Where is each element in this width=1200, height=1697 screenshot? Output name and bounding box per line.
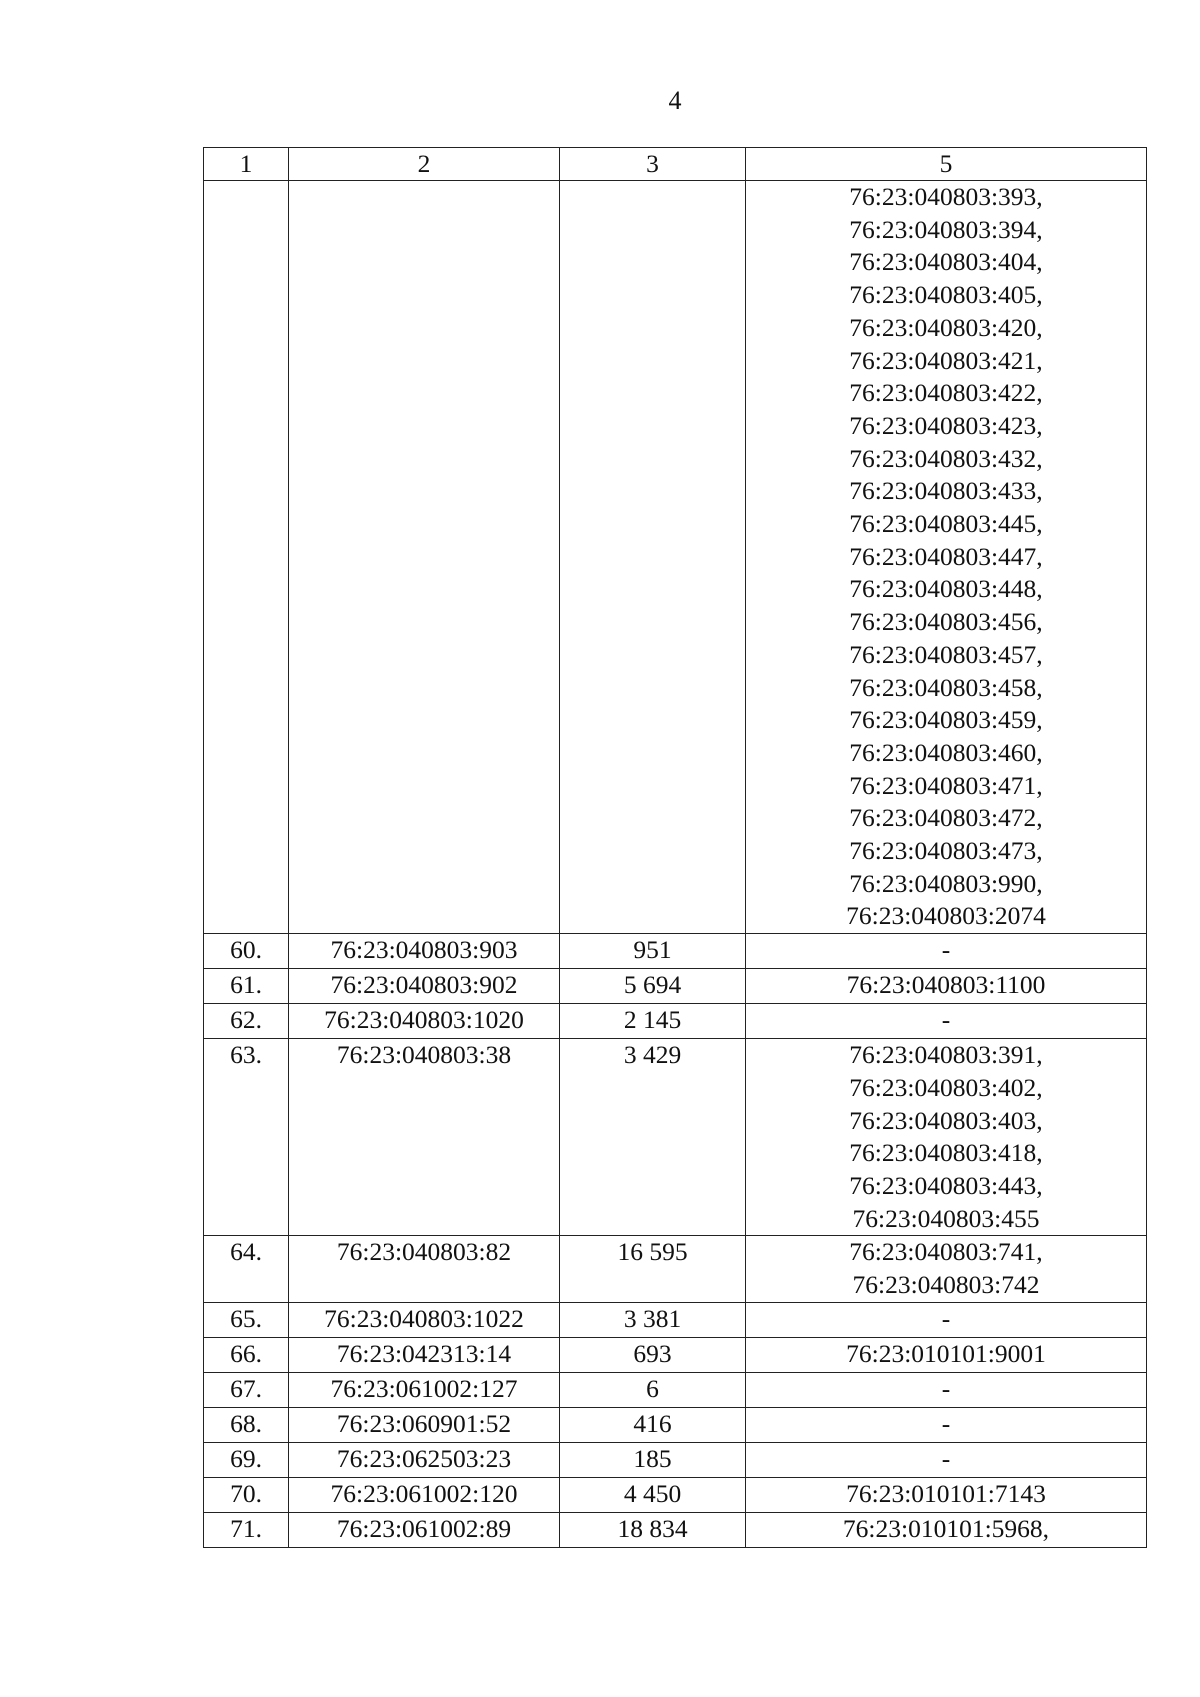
area-cell: 16 595	[560, 1236, 746, 1302]
related-parcel-number: 76:23:040803:473,	[849, 836, 1043, 866]
area-cell: 2 145	[560, 1004, 746, 1039]
related-parcel-number: 76:23:040803:394,	[849, 214, 1043, 244]
header-row	[204, 148, 1147, 181]
table-row	[204, 1477, 1147, 1512]
related-parcel-number: 76:23:040803:448,	[849, 574, 1043, 604]
related-parcel-number: 76:23:040803:457,	[849, 639, 1043, 669]
related-parcel-number: 76:23:040803:393,	[849, 182, 1043, 211]
row-number-cell: 62.	[204, 1004, 289, 1039]
header-col-2: 2	[289, 148, 560, 181]
related-parcel-number: 76:23:040803:456,	[849, 607, 1043, 637]
table-body	[204, 181, 1147, 1548]
related-parcel-number: 76:23:010101:5968,	[842, 1513, 1050, 1543]
row-number-cell: 70.	[204, 1477, 289, 1512]
area-cell: 3 381	[560, 1302, 746, 1337]
row-number-cell: 60.	[204, 934, 289, 969]
related-parcel-number: -	[941, 1005, 951, 1035]
row-number-cell: 69.	[204, 1442, 289, 1477]
related-parcels-cell	[746, 969, 1147, 1004]
table-row	[204, 934, 1147, 969]
related-parcel-number: 76:23:040803:421,	[849, 345, 1043, 375]
cadastral-number-cell	[289, 181, 560, 934]
area-cell: 3 429	[560, 1039, 746, 1236]
area-cell	[560, 181, 746, 934]
related-parcel-number: 76:23:040803:423,	[849, 410, 1043, 440]
header-col-1: 1	[204, 148, 289, 181]
parcel-table	[203, 147, 1147, 1548]
related-parcels-cell	[746, 181, 1147, 934]
related-parcel-number: -	[941, 1303, 951, 1333]
row-number-cell: 64.	[204, 1236, 289, 1302]
area-cell: 5 694	[560, 969, 746, 1004]
related-parcel-number: 76:23:040803:405,	[849, 280, 1043, 310]
row-number-cell: 63.	[204, 1039, 289, 1236]
cadastral-number-cell: 76:23:040803:38	[289, 1039, 560, 1236]
related-parcels-cell	[746, 1302, 1147, 1337]
row-number-cell	[204, 181, 289, 934]
row-number-cell: 68.	[204, 1407, 289, 1442]
related-parcels-cell	[746, 1004, 1147, 1039]
cadastral-number-cell: 76:23:061002:89	[289, 1512, 560, 1547]
related-parcel-number: -	[941, 935, 951, 965]
cadastral-number-cell: 76:23:040803:82	[289, 1236, 560, 1302]
area-cell: 6	[560, 1372, 746, 1407]
related-parcel-number: 76:23:040803:432,	[849, 443, 1043, 473]
cadastral-number-cell: 76:23:040803:903	[289, 934, 560, 969]
header-col-3: 3	[560, 148, 746, 181]
table-row	[204, 1039, 1147, 1236]
related-parcel-number: 76:23:040803:422,	[849, 378, 1043, 408]
cadastral-number-cell: 76:23:040803:902	[289, 969, 560, 1004]
related-parcel-number: 76:23:040803:459,	[849, 705, 1043, 735]
related-parcel-number: 76:23:040803:2074	[846, 901, 1046, 931]
table-row	[204, 1302, 1147, 1337]
related-parcel-number: 76:23:040803:460,	[849, 737, 1043, 767]
cadastral-number-cell: 76:23:061002:127	[289, 1372, 560, 1407]
related-parcel-number: 76:23:040803:391,	[849, 1040, 1043, 1070]
area-cell: 4 450	[560, 1477, 746, 1512]
related-parcel-number: 76:23:040803:404,	[849, 247, 1043, 277]
related-parcel-number: 76:23:040803:471,	[849, 770, 1043, 800]
related-parcels-cell	[746, 1477, 1147, 1512]
related-parcel-number: -	[941, 1373, 951, 1403]
cadastral-number-cell: 76:23:061002:120	[289, 1477, 560, 1512]
row-number-cell: 66.	[204, 1337, 289, 1372]
table-row	[204, 1407, 1147, 1442]
table-row	[204, 1442, 1147, 1477]
area-cell: 18 834	[560, 1512, 746, 1547]
related-parcel-number: -	[941, 1408, 951, 1438]
row-number-cell: 67.	[204, 1372, 289, 1407]
related-parcel-number: 76:23:040803:472,	[849, 803, 1043, 833]
cadastral-number-cell: 76:23:042313:14	[289, 1337, 560, 1372]
related-parcel-number: 76:23:040803:420,	[849, 312, 1043, 342]
area-cell: 185	[560, 1442, 746, 1477]
related-parcel-number: 76:23:010101:9001	[846, 1338, 1046, 1368]
related-parcels-cell	[746, 1442, 1147, 1477]
related-parcel-number: 76:23:040803:1100	[846, 970, 1046, 1000]
row-number-cell: 71.	[204, 1512, 289, 1547]
table-row	[204, 1337, 1147, 1372]
related-parcel-number: 76:23:040803:741,	[849, 1237, 1043, 1267]
related-parcel-number: 76:23:040803:402,	[849, 1072, 1043, 1102]
related-parcels-cell	[746, 1039, 1147, 1236]
area-cell: 416	[560, 1407, 746, 1442]
table-row	[204, 1372, 1147, 1407]
related-parcels-cell	[746, 1407, 1147, 1442]
related-parcels-cell	[746, 1372, 1147, 1407]
cadastral-number-cell: 76:23:040803:1022	[289, 1302, 560, 1337]
cadastral-number-cell: 76:23:040803:1020	[289, 1004, 560, 1039]
cadastral-number-cell: 76:23:062503:23	[289, 1442, 560, 1477]
related-parcel-number: 76:23:010101:7143	[846, 1478, 1046, 1508]
table-row	[204, 1512, 1147, 1547]
related-parcels-cell	[746, 1236, 1147, 1302]
page-number: 4	[668, 86, 682, 115]
related-parcel-number: 76:23:040803:445,	[849, 509, 1043, 539]
area-cell: 693	[560, 1337, 746, 1372]
cadastral-number-cell: 76:23:060901:52	[289, 1407, 560, 1442]
related-parcel-number: 76:23:040803:990,	[849, 868, 1043, 898]
related-parcels-cell	[746, 1337, 1147, 1372]
related-parcel-number: 76:23:040803:447,	[849, 541, 1043, 571]
row-number-cell: 65.	[204, 1302, 289, 1337]
area-cell: 951	[560, 934, 746, 969]
table-row	[204, 1236, 1147, 1302]
related-parcel-number: -	[941, 1443, 951, 1473]
table-row	[204, 1004, 1147, 1039]
table-row	[204, 181, 1147, 934]
related-parcel-number: 76:23:040803:443,	[849, 1170, 1043, 1200]
table-row	[204, 969, 1147, 1004]
related-parcel-number: 76:23:040803:433,	[849, 476, 1043, 506]
related-parcel-number: 76:23:040803:458,	[849, 672, 1043, 702]
related-parcel-number: 76:23:040803:418,	[849, 1138, 1043, 1168]
header-col-5: 5	[746, 148, 1147, 181]
row-number-cell: 61.	[204, 969, 289, 1004]
related-parcels-cell	[746, 934, 1147, 969]
related-parcel-number: 76:23:040803:455	[852, 1203, 1040, 1233]
related-parcel-number: 76:23:040803:403,	[849, 1105, 1043, 1135]
related-parcels-cell	[746, 1512, 1147, 1547]
related-parcel-number: 76:23:040803:742	[852, 1270, 1040, 1300]
